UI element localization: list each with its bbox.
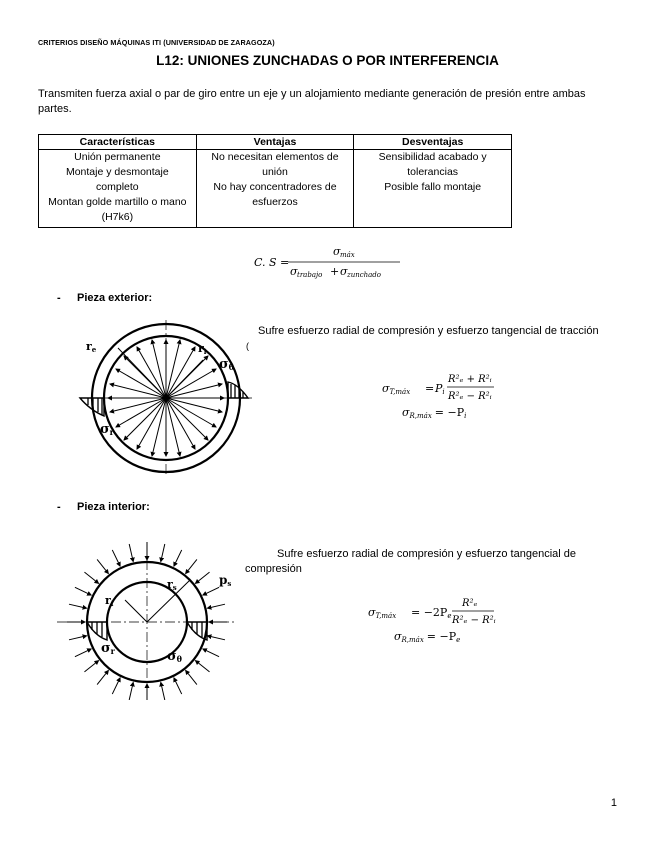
cs-plus: + bbox=[330, 265, 340, 278]
interior-formula1-den: R²ₑ − R²ᵢ bbox=[452, 615, 496, 626]
column-header: Características bbox=[39, 135, 197, 150]
exterior-formula1-den: R²ₑ − R²ᵢ bbox=[448, 391, 492, 402]
pressure-arrow bbox=[97, 559, 108, 573]
pressure-arrow bbox=[203, 649, 219, 657]
cs-den-b-sub: zunchado bbox=[347, 271, 382, 279]
ri-label: ri bbox=[105, 594, 114, 608]
sigma-theta-label: σθ bbox=[219, 357, 234, 372]
exterior-formula2: σR,máx = −Pi bbox=[402, 406, 467, 420]
pressure-arrow bbox=[161, 682, 165, 700]
cs-lhs: C. S = bbox=[254, 256, 290, 269]
table-row bbox=[39, 150, 512, 228]
pressure-arrow bbox=[97, 670, 108, 684]
table-header-row bbox=[39, 135, 512, 150]
exterior-formula1-num: R²ₑ + R²ᵢ bbox=[448, 374, 492, 385]
interior-formula1-lhs: σT,máx bbox=[368, 606, 397, 620]
cs-den-a-sub: trabajo bbox=[297, 271, 323, 279]
exterior-description: Sufre esfuerzo radial de compresión y esfuerzo tangencial de tracción bbox=[258, 325, 599, 337]
list-item: No hay concentradores de esfuerzos bbox=[213, 181, 337, 208]
pressure-arrow bbox=[129, 682, 133, 700]
exterior-stress-diagram bbox=[78, 318, 258, 476]
pressure-arrow bbox=[174, 550, 182, 566]
bullet-dash: - bbox=[57, 292, 61, 304]
sigma-r-label: σr bbox=[101, 641, 115, 656]
pressure-arrow bbox=[207, 604, 225, 608]
list-item: Posible fallo montaje bbox=[384, 181, 482, 193]
pressure-arrow bbox=[195, 661, 209, 672]
cs-numerator-sub: máx bbox=[340, 251, 355, 259]
pressure-arrow bbox=[186, 670, 197, 684]
pressure-arrow bbox=[195, 572, 209, 583]
comparison-table bbox=[38, 134, 512, 228]
exterior-formula1-p: Pi bbox=[435, 382, 445, 396]
pressure-arrow bbox=[75, 587, 91, 595]
pressure-arrow bbox=[186, 559, 197, 573]
interior-description: Sufre esfuerzo radial de compresión y esfuerzo tangencial de compresión bbox=[245, 548, 577, 575]
sigma-theta-label: σθ bbox=[167, 649, 182, 664]
interior-formula1-num: R²ₑ bbox=[462, 598, 478, 609]
column-header: Desventajas bbox=[354, 135, 512, 150]
exterior-label: Pieza exterior: bbox=[77, 292, 153, 304]
re-label: re bbox=[86, 340, 97, 354]
exterior-formula1-eq: = bbox=[425, 382, 435, 395]
list-item: No necesitan elementos de unión bbox=[211, 151, 339, 178]
pressure-arrow bbox=[69, 604, 87, 608]
list-item: Montan golde martillo o mano (H7k6) bbox=[48, 196, 187, 223]
desventajas-cell bbox=[354, 150, 512, 228]
pressure-arrow bbox=[174, 678, 182, 694]
interior-formula2: σR,máx = −Pe bbox=[394, 630, 461, 644]
pressure-arrow bbox=[161, 544, 165, 562]
document-header: CRITERIOS DISEÑO MÁQUINAS ITI (UNIVERSIDAD DE ZARAGOZA) bbox=[38, 38, 275, 47]
cs-den-a: σ bbox=[290, 265, 298, 278]
pressure-arrow bbox=[75, 649, 91, 657]
pressure-arrow bbox=[112, 678, 120, 694]
column-header: Ventajas bbox=[196, 135, 354, 150]
sigma-r-label: σr bbox=[100, 422, 114, 437]
cs-numerator: σ bbox=[333, 245, 341, 258]
pressure-arrow bbox=[84, 661, 98, 672]
exterior-formula1-lhs: σT,máx bbox=[382, 382, 411, 396]
interior-label: Pieza interior: bbox=[77, 501, 150, 513]
pressure-arrow bbox=[203, 587, 219, 595]
page-number: 1 bbox=[610, 797, 617, 809]
sigma-r-hatching bbox=[88, 398, 102, 415]
safety-factor-formula bbox=[240, 244, 440, 280]
list-item: Unión permanente bbox=[74, 151, 161, 163]
ri-radius-line bbox=[125, 600, 147, 622]
pressure-arrow bbox=[129, 544, 133, 562]
list-item: Sensibilidad acabado y tolerancias bbox=[378, 151, 487, 178]
interior-formulas bbox=[366, 592, 496, 648]
rs-label: rs bbox=[167, 578, 177, 592]
pressure-arrow bbox=[112, 550, 120, 566]
caracteristicas-cell bbox=[39, 150, 197, 228]
cs-den-b: σ bbox=[340, 265, 348, 278]
interior-formula1-rhs: = −2Pe bbox=[411, 606, 452, 620]
ventajas-cell bbox=[196, 150, 354, 228]
interior-stress-diagram bbox=[55, 540, 240, 700]
exterior-formulas bbox=[380, 368, 500, 424]
intro-paragraph: Transmiten fuerza axial o par de giro entre un eje y un alojamiento mediante generación de presión entre ambas partes. bbox=[38, 88, 586, 115]
ps-label: ps bbox=[219, 573, 232, 588]
pressure-arrow bbox=[207, 636, 225, 640]
ri-label: ri bbox=[198, 342, 207, 356]
bullet-dash: - bbox=[57, 501, 61, 513]
pressure-arrow bbox=[69, 636, 87, 640]
list-item: Montaje y desmontaje completo bbox=[65, 166, 169, 193]
page-title: L12: UNIONES ZUNCHADAS O POR INTERFERENCIA bbox=[156, 53, 499, 68]
pressure-arrow bbox=[84, 572, 98, 583]
stray-character: ( bbox=[246, 341, 249, 351]
